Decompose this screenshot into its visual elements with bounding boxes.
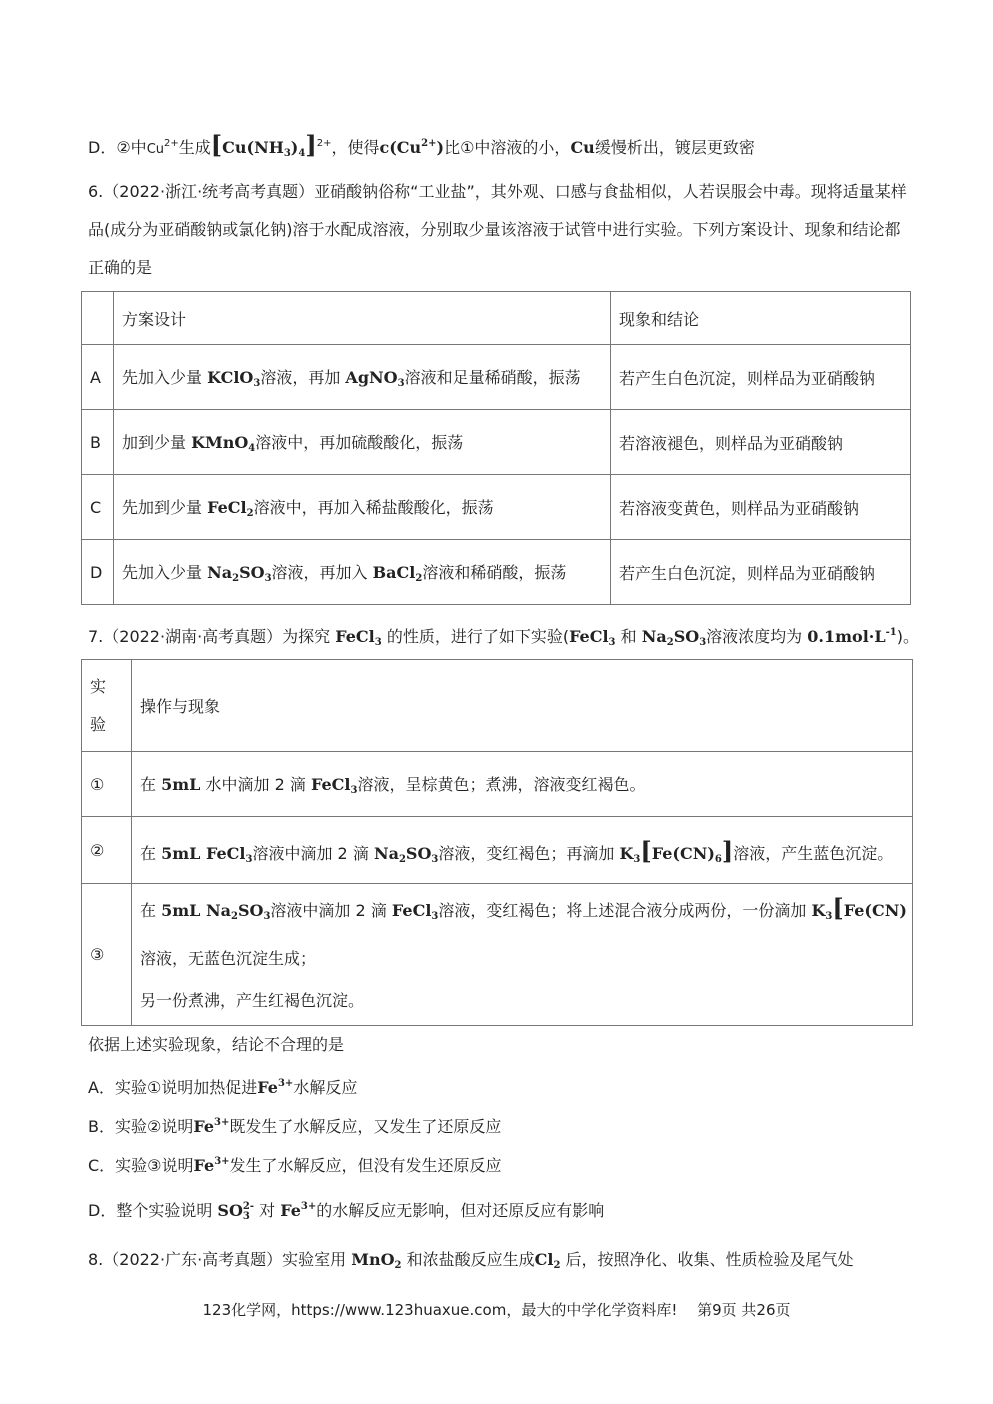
q5-option-d: D．②中$Cu^{2+}$生成$[Cu(NH_3)_4]^{2+}$，使得$c(Cu^{2+})$比①中溶液的小，Cu缓慢析出，镀层更致密 xyxy=(88,130,755,159)
q7-after: 依据上述实验现象，结论不合理的是 xyxy=(88,1035,345,1054)
q7-header-op: 操作与现象 xyxy=(132,660,913,752)
q6-header-result: 现象和结论 xyxy=(611,292,911,345)
q7-option-b: B．实验②说明$Fe^{3+}$既发生了水解反应，又发生了还原反应 xyxy=(88,1117,502,1136)
q7-option-d: D．整个实验说明 $SO_3^{2-}$ 对 $Fe^{3+}$的水解反应无影响，但对还原反应有影响 xyxy=(88,1201,605,1222)
q7-stem: 7.（2022·湖南·高考真题）为探究 FeCl$_3$ 的性质，进行了如下实验(FeCl$_3$ 和 $Na_2SO_3$溶液浓度均为 $0.1mol\cdot L^{-1}$)。 xyxy=(88,627,919,648)
table-row: ③ 在 5mL $Na_2SO_3$溶液中滴加 2 滴 FeCl$_3$溶液，变红褐色；将上述混合液分成两份，一份滴加 $K_3[Fe(CN)$ 溶液，无蓝色沉淀生成； 另一份煮沸，产生红褐色沉淀。 xyxy=(82,884,913,1026)
table-row: C 先加到少量 FeCl$_2$溶液中，再加入稀盐酸酸化，振荡 若溶液变黄色，则样品为亚硝酸钠 xyxy=(82,475,911,540)
q6-stem: 6.（2022·浙江·统考高考真题）亚硝酸钠俗称“工业盐”，其外观、口感与食盐相似，人若误服会中毒。现将适量某样品(成分为亚硝酸钠或氯化钠)溶于水配成溶液，分别取少量该溶液于试管中进行实验。下列方案设计、现象和结论都正确的是 xyxy=(88,182,907,277)
q8-stem: 8.（2022·广东·高考真题）实验室用 MnO$_2$ 和浓盐酸反应生成$Cl_2$ 后，按照净化、收集、性质检验及尾气处 xyxy=(88,1250,854,1271)
table-row: ① 在 5mL 水中滴加 2 滴 FeCl$_3$溶液，呈棕黄色；煮沸，溶液变红褐色。 xyxy=(82,752,913,817)
q7-option-c: C．实验③说明$Fe^{3+}$发生了水解反应，但没有发生还原反应 xyxy=(88,1156,502,1175)
q7-table: 实 验 操作与现象 ① 在 5mL 水中滴加 2 滴 FeCl$_3$溶液，呈棕黄色；煮沸，溶液变红褐色。 ② 在 5mL FeCl$_3$溶液中滴加 2 滴 $Na_2SO_3$溶液，变红褐色；再滴加 $K_3[Fe(CN)_6]$溶液，产生蓝色沉淀。 ③ 在 5mL $Na_2SO_3$溶液中滴加 2 滴 FeCl$_3$溶液，变红褐色；将上述混合液分成两份，一份滴加 $K_3[Fe(CN)$ 溶液，无蓝色沉淀生成； 另一份煮沸，产生红褐色沉淀。 xyxy=(81,659,913,1026)
table-row: ② 在 5mL FeCl$_3$溶液中滴加 2 滴 $Na_2SO_3$溶液，变红褐色；再滴加 $K_3[Fe(CN)_6]$溶液，产生蓝色沉淀。 xyxy=(82,817,913,884)
page-footer: 123化学网，https://www.123huaxue.com，最大的中学化学资料库! 第9页 共26页 xyxy=(202,1301,791,1319)
table-row: B 加到少量 KMnO$_4$溶液中，再加硫酸酸化，振荡 若溶液褪色，则样品为亚硝酸钠 xyxy=(82,410,911,475)
q6-header-design: 方案设计 xyxy=(114,292,611,345)
q6-table xyxy=(81,291,911,605)
table-row: A 先加入少量 KClO$_3$溶液，再加 AgNO$_3$溶液和足量稀硝酸，振荡 若产生白色沉淀，则样品为亚硝酸钠 xyxy=(82,345,911,410)
q7-option-a: A．实验①说明加热促进$Fe^{3+}$水解反应 xyxy=(88,1078,358,1097)
table-row: D 先加入少量 $Na_2SO_3$溶液，再加入 BaCl$_2$溶液和稀硝酸，振荡 若产生白色沉淀，则样品为亚硝酸钠 xyxy=(82,540,911,605)
